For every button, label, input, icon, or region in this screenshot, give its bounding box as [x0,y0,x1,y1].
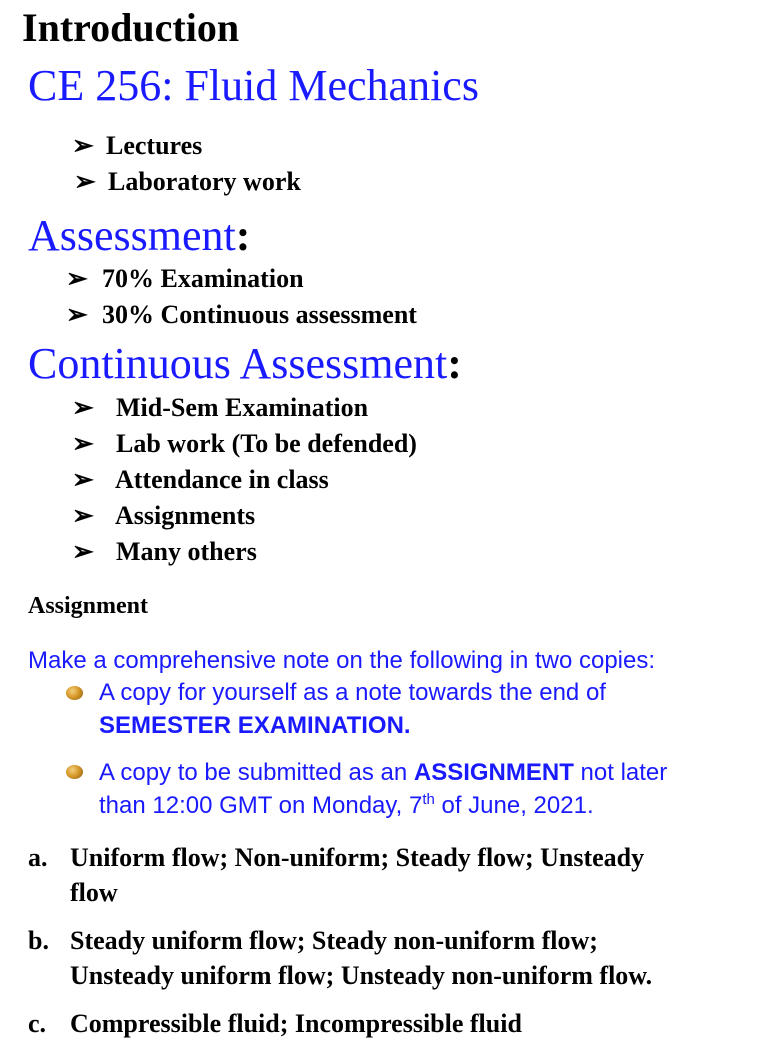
assessment-item-text: 70% Examination [102,264,304,293]
assignment-bullet-2-bold: ASSIGNMENT [413,759,574,786]
assignment-bullet-2-line2: than 12:00 GMT on Monday, 7 [99,792,423,819]
arrow-bullet-icon: ➢ [72,393,94,422]
assessment-colon: : [235,211,251,260]
course-item [74,166,301,198]
bullet-dot-icon [66,686,83,700]
topic-line: Steady uniform flow; Steady non-uniform flow; [70,926,598,955]
arrow-bullet-icon: ➢ [72,429,94,458]
bullet-dot-icon [66,765,83,779]
continuous-title: Continuous Assessment [28,339,448,388]
continuous-heading [28,338,462,390]
continuous-item [72,500,255,532]
arrow-bullet-icon: ➢ [72,131,94,160]
assignment-bullet-2 [99,756,667,822]
arrow-bullet-icon: ➢ [72,537,94,566]
continuous-item [72,464,329,496]
assignment-bullet-2-line2-post: of June, 2021. [434,792,594,819]
topic-item [28,840,758,910]
assignment-intro: Make a comprehensive note on the following in two copies: [28,647,656,674]
assignment-bullet-1-line2: SEMESTER EXAMINATION. [99,712,411,739]
continuous-item-text: Attendance in class [115,465,329,494]
topic-label: c. [28,1009,47,1038]
course-item-text: Laboratory work [108,167,301,196]
assignment-title: Assignment [28,593,149,619]
topic-line: flow [70,878,118,907]
topic-item [28,923,758,993]
assessment-title: Assessment [28,211,236,260]
topic-label: a. [28,843,48,872]
arrow-bullet-icon: ➢ [72,501,94,530]
topic-line: Uniform flow; Non-uniform; Steady flow; Unsteady [70,843,645,872]
continuous-item-text: Many others [116,537,257,566]
arrow-bullet-icon: ➢ [66,300,88,329]
continuous-item [72,428,417,460]
continuous-item-text: Mid-Sem Examination [116,393,369,422]
arrow-bullet-icon: ➢ [72,465,94,494]
page-heading: Introduction [22,5,240,50]
assignment-bullet-1 [99,676,606,742]
assessment-heading [28,210,250,262]
arrow-bullet-icon: ➢ [66,264,88,293]
assessment-item [66,299,417,331]
continuous-item-text: Assignments [115,501,256,530]
assessment-item-text: 30% Continuous assessment [102,300,417,329]
assignment-bullet-1-line1: A copy for yourself as a note towards the end of [99,679,606,706]
continuous-item-text: Lab work (To be defended) [116,429,417,458]
topic-label: b. [28,926,49,955]
assignment-bullet-2-sup: th [422,791,435,808]
assignment-bullet-2-post: not later [573,759,668,786]
topic-line: Compressible fluid; Incompressible fluid [70,1009,522,1038]
course-item [72,130,202,162]
arrow-bullet-icon: ➢ [74,167,96,196]
course-item-text: Lectures [106,131,203,160]
assignment-bullet-2-pre: A copy to be submitted as an [99,759,414,786]
continuous-item [72,392,368,424]
continuous-item [72,536,257,568]
course-title: CE 256: Fluid Mechanics [28,61,479,110]
continuous-colon: : [447,339,462,388]
assessment-item [66,263,304,295]
topic-line: Unsteady uniform flow; Unsteady non-uniform flow. [70,961,653,990]
